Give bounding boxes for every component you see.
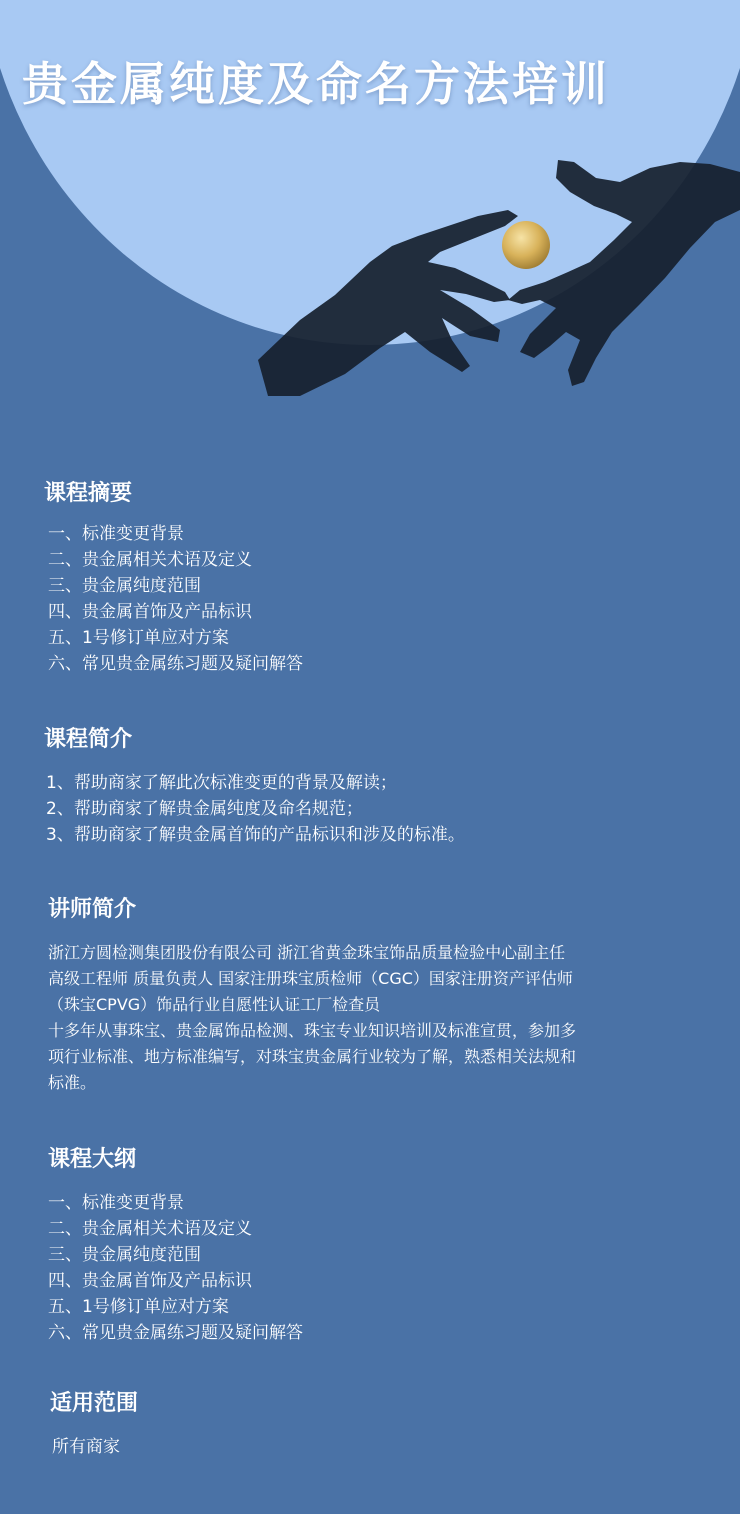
summary-item: 六、常见贵金属练习题及疑问解答	[48, 654, 303, 674]
outline-item: 五、1号修订单应对方案	[48, 1297, 229, 1317]
scope-item: 所有商家	[52, 1437, 120, 1457]
summary-item: 一、标准变更背景	[48, 524, 184, 544]
intro-item: 3、帮助商家了解贵金属首饰的产品标识和涉及的标准。	[46, 825, 465, 845]
lecturer-line: 浙江方圆检测集团股份有限公司 浙江省黄金珠宝饰品质量检验中心副主任	[48, 943, 566, 962]
outline-heading: 课程大纲	[48, 1147, 137, 1172]
outline-item: 二、贵金属相关术语及定义	[48, 1219, 252, 1239]
lecturer-line: 高级工程师 质量负责人 国家注册珠宝质检师（CGC）国家注册资产评估师	[48, 969, 573, 988]
summary-heading: 课程摘要	[44, 481, 133, 506]
intro-list	[46, 770, 465, 848]
hero-banner	[0, 0, 740, 400]
lecturer-heading: 讲师简介	[48, 897, 137, 922]
lecturer-bio	[48, 940, 576, 1096]
lecturer-line: （珠宝CPVG）饰品行业自愿性认证工厂检查员	[48, 995, 381, 1014]
page-title: 贵金属纯度及命名方法培训	[22, 57, 610, 111]
scope-heading: 适用范围	[50, 1391, 139, 1416]
summary-item: 二、贵金属相关术语及定义	[48, 550, 252, 570]
scope-list	[52, 1434, 120, 1460]
summary-item: 四、贵金属首饰及产品标识	[48, 602, 252, 622]
outline-item: 三、贵金属纯度范围	[48, 1245, 201, 1265]
intro-item: 2、帮助商家了解贵金属纯度及命名规范；	[46, 799, 363, 819]
lecturer-line: 项行业标准、地方标准编写，对珠宝贵金属行业较为了解，熟悉相关法规和	[48, 1047, 577, 1066]
outline-item: 四、贵金属首饰及产品标识	[48, 1271, 252, 1291]
outline-item: 六、常见贵金属练习题及疑问解答	[48, 1323, 303, 1343]
lecturer-line: 十多年从事珠宝、贵金属饰品检测、珠宝专业知识培训及标准宣贯，参加多	[48, 1021, 577, 1040]
outline-item: 一、标准变更背景	[48, 1193, 184, 1213]
outline-list	[48, 1190, 303, 1346]
summary-list	[48, 521, 303, 677]
gold-coin-icon	[502, 221, 550, 269]
summary-item: 五、1号修订单应对方案	[48, 628, 229, 648]
lecturer-line: 标准。	[48, 1073, 97, 1092]
intro-heading: 课程简介	[44, 727, 133, 752]
intro-item: 1、帮助商家了解此次标准变更的背景及解读；	[46, 773, 397, 793]
summary-item: 三、贵金属纯度范围	[48, 576, 201, 596]
